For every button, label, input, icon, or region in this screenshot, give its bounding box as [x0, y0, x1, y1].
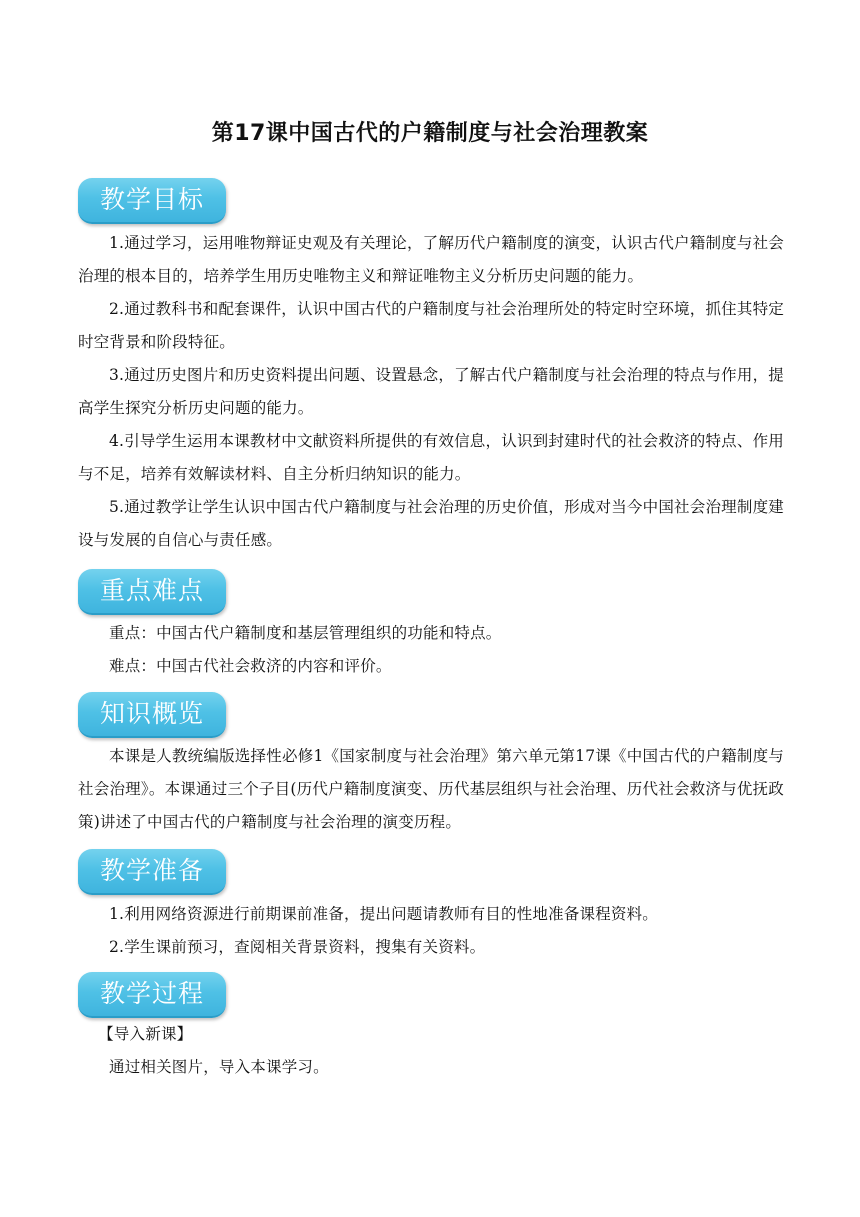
section-overview: [78, 692, 784, 738]
section-heading-goals: 教学目标: [78, 178, 226, 224]
section-goals: [78, 178, 784, 224]
goal-item: 2.通过教科书和配套课件，认识中国古代的户籍制度与社会治理所处的特定时空环境，抓住其特定时空背景和阶段特征。: [78, 300, 784, 351]
section-heading-prep: 教学准备: [78, 849, 226, 895]
goals-content: [78, 227, 784, 557]
section-prep: [78, 849, 784, 895]
prep-item: 2.学生课前预习，查阅相关背景资料，搜集有关资料。: [109, 938, 486, 956]
focus-item: 重点：中国古代户籍制度和基层管理组织的功能和特点。: [109, 624, 502, 642]
prep-item: 1.利用网络资源进行前期课前准备，提出问题请教师有目的性地准备课程资料。: [109, 905, 658, 923]
process-subheading: 【导入新课】: [98, 1025, 193, 1043]
overview-item: 本课是人教统编版选择性必修1《国家制度与社会治理》第六单元第17课《中国古代的户籍制度与社会治理》。本课通过三个子目(历代户籍制度演变、历代基层组织与社会治理、历代社会救济与优抚政策)讲述了中国古代的户籍制度与社会治理的演变历程。: [78, 747, 784, 831]
goal-item: 1.通过学习，运用唯物辩证史观及有关理论，了解历代户籍制度的演变，认识古代户籍制度与社会治理的根本目的，培养学生用历史唯物主义和辩证唯物主义分析历史问题的能力。: [78, 234, 784, 285]
goal-item: 5.通过教学让学生认识中国古代户籍制度与社会治理的历史价值，形成对当今中国社会治理制度建设与发展的自信心与责任感。: [78, 498, 784, 549]
section-focus: [78, 569, 784, 615]
goal-item: 4.引导学生运用本课教材中文献资料所提供的有效信息，认识到封建时代的社会救济的特点、作用与不足，培养有效解读材料、自主分析归纳知识的能力。: [78, 432, 784, 483]
focus-item: 难点：中国古代社会救济的内容和评价。: [109, 657, 392, 675]
section-heading-focus: 重点难点: [78, 569, 226, 615]
prep-content: [78, 898, 784, 964]
overview-content: [78, 740, 784, 839]
section-heading-overview: 知识概览: [78, 692, 226, 738]
process-content: [78, 1018, 784, 1084]
page-title: 第17课中国古代的户籍制度与社会治理教案: [211, 121, 649, 146]
process-item: 通过相关图片，导入本课学习。: [109, 1058, 329, 1076]
section-process: [78, 972, 784, 1018]
focus-content: [78, 617, 784, 683]
section-heading-process: 教学过程: [78, 972, 226, 1018]
goal-item: 3.通过历史图片和历史资料提出问题、设置悬念，了解古代户籍制度与社会治理的特点与作用，提高学生探究分析历史问题的能力。: [78, 366, 784, 417]
